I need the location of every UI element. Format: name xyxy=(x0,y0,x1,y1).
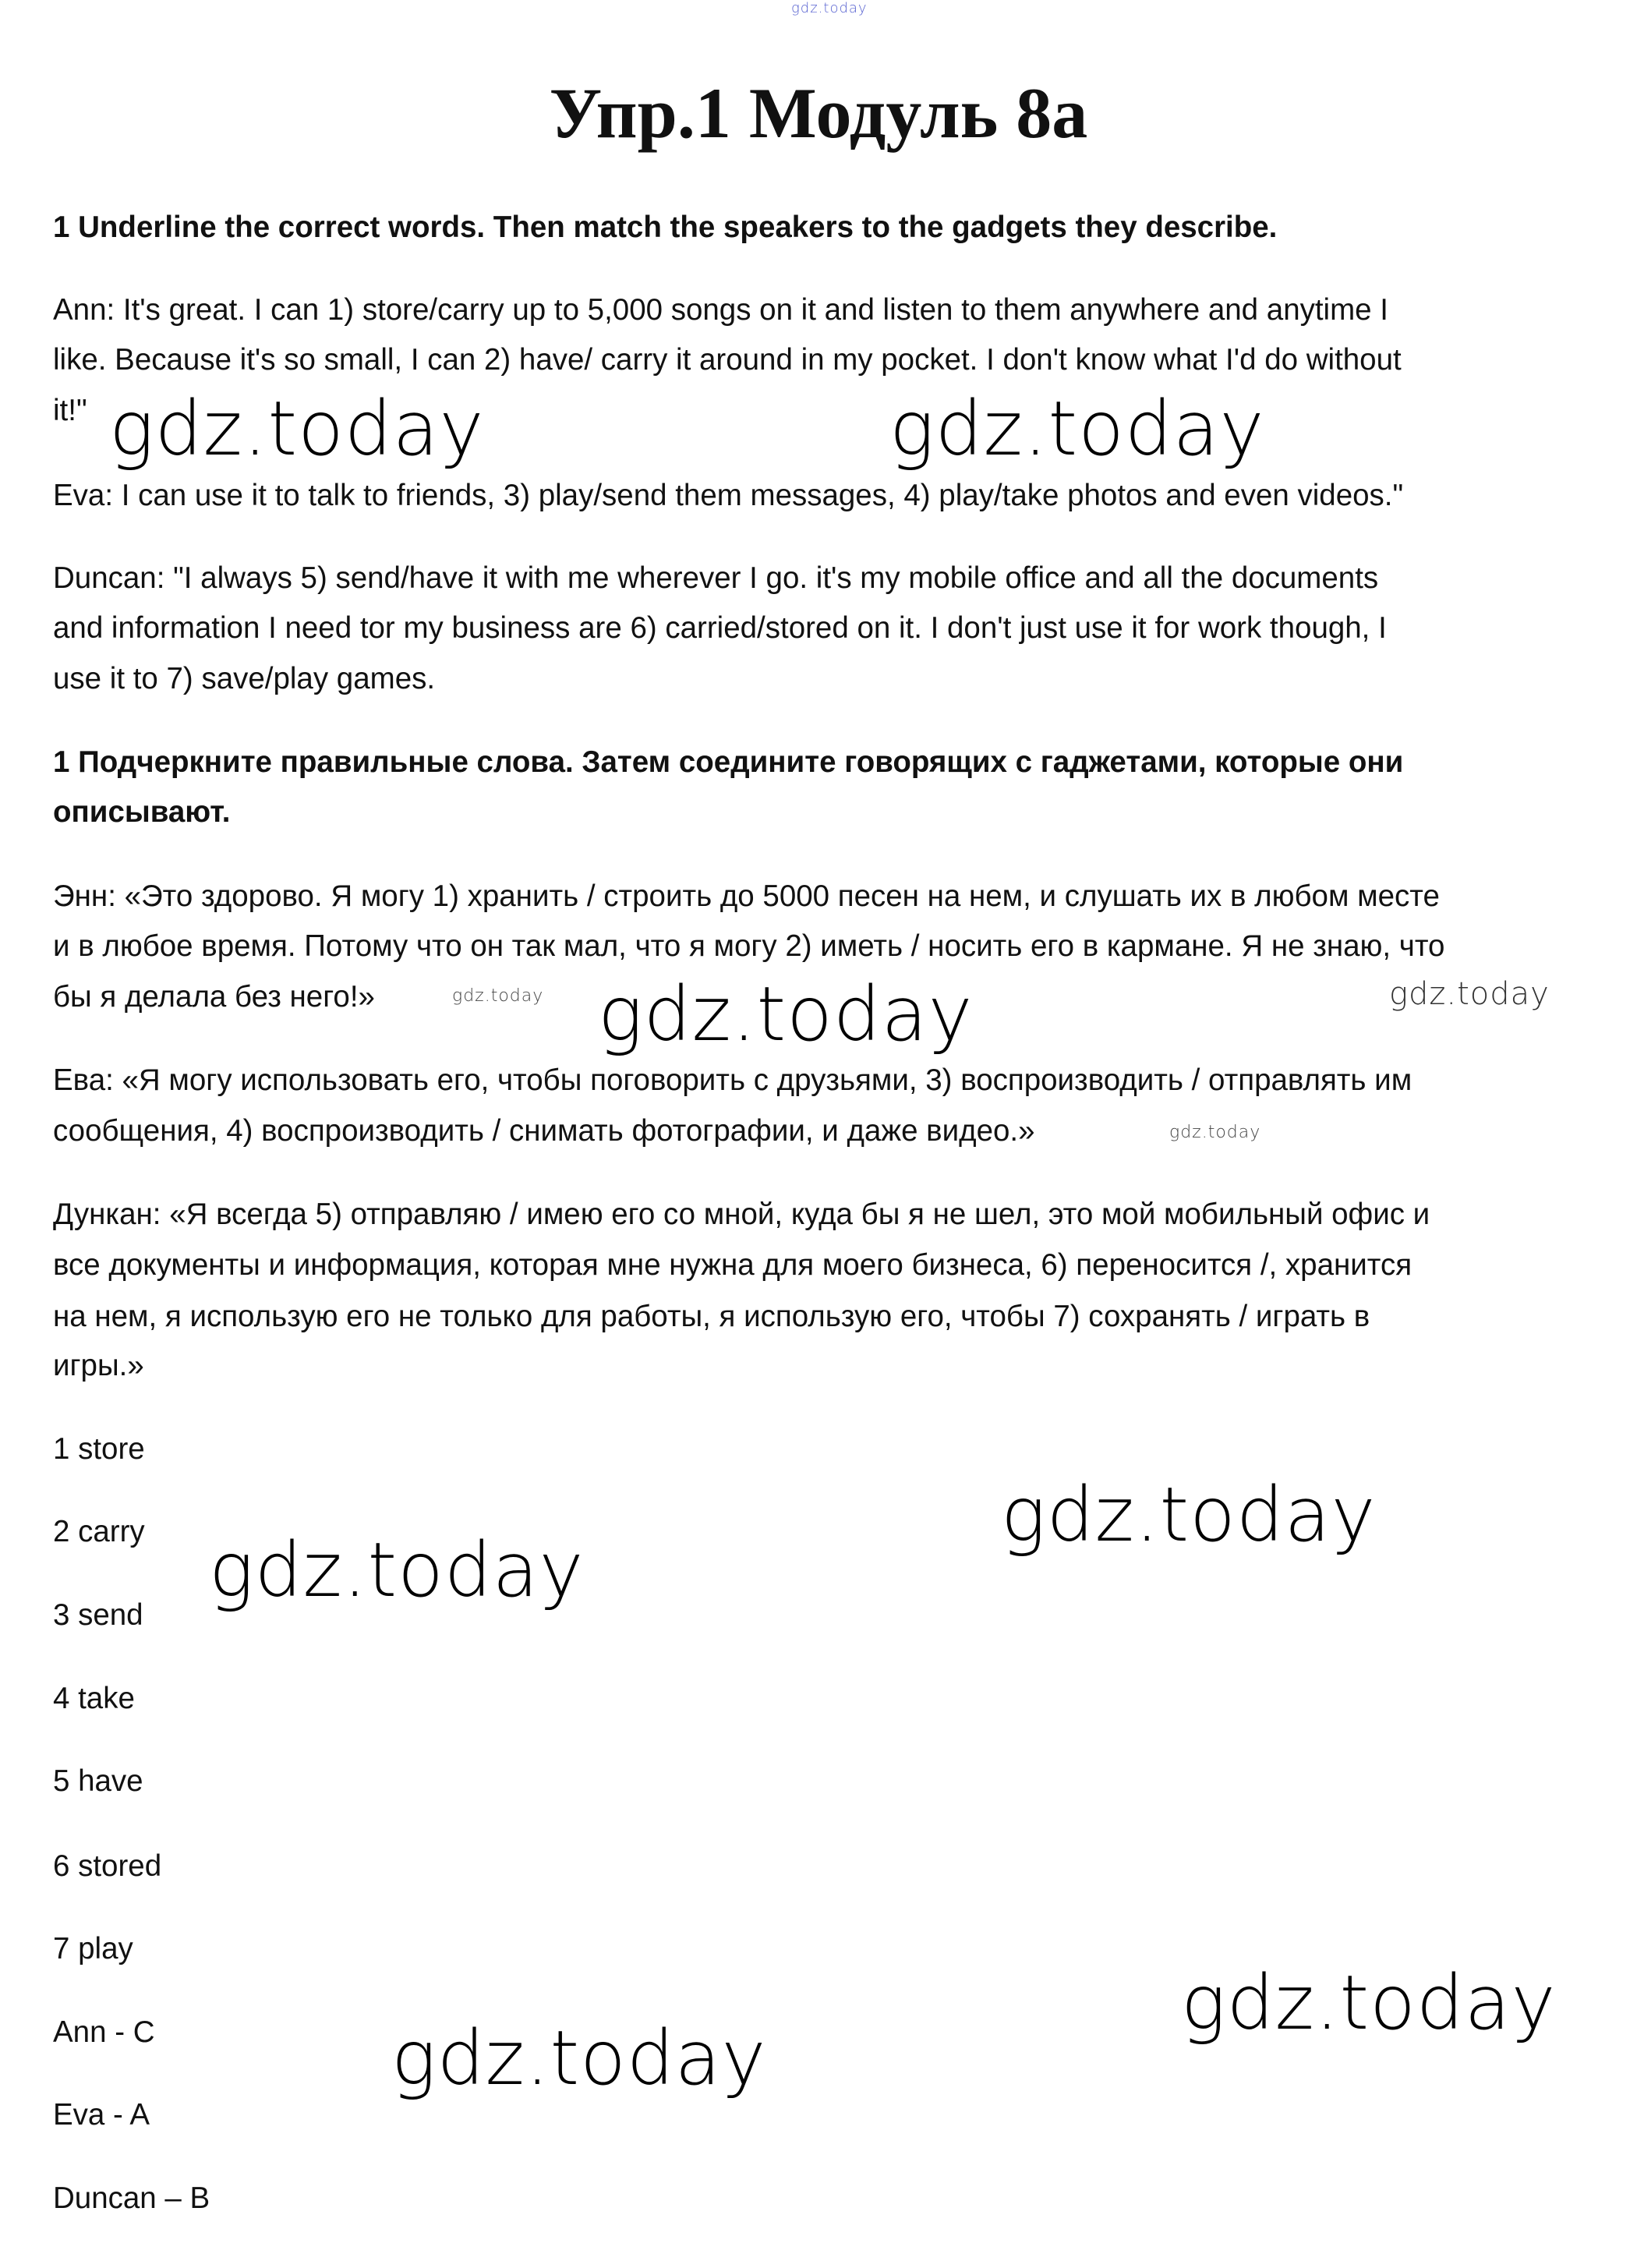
en-duncan-line: use it to 7) save/play games. xyxy=(53,662,436,695)
watermark: gdz.today xyxy=(791,0,868,16)
watermark: gdz.today xyxy=(1169,1123,1261,1142)
ru-duncan-line: на нем, я использую его не только для работы, я использую его, чтобы 7) сохранять / играть в xyxy=(53,1300,1370,1333)
answer-item: 5 have xyxy=(53,1764,143,1798)
watermark: gdz.today xyxy=(452,986,544,1006)
en-ann-line: it!" xyxy=(53,394,87,427)
answer-item: 3 send xyxy=(53,1598,143,1632)
answer-item: 1 store xyxy=(53,1432,145,1466)
answer-item: 4 take xyxy=(53,1682,135,1715)
watermark: gdz.today xyxy=(1001,1471,1377,1559)
watermark: gdz.today xyxy=(109,385,485,472)
watermark: gdz.today xyxy=(1389,976,1550,1012)
answer-item: 6 stored xyxy=(53,1849,162,1883)
watermark: gdz.today xyxy=(209,1527,585,1614)
en-ann-line: like. Because it's so small, I can 2) have/ carry it around in my pocket. I don't know what I'd do without xyxy=(53,343,1402,377)
ru-ann-line: Энн: «Это здорово. Я могу 1) хранить / строить до 5000 песен на нем, и слушать их в любом месте xyxy=(53,879,1440,913)
answer-item: 2 carry xyxy=(53,1515,145,1548)
answer-item: 7 play xyxy=(53,1932,133,1965)
en-duncan-line: and information I need tor my business are 6) carried/stored on it. I don't just use it for work though, I xyxy=(53,611,1387,645)
answer-item: Ann - C xyxy=(53,2015,155,2049)
en-heading: 1 Underline the correct words. Then match the speakers to the gadgets they describe. xyxy=(53,211,1278,244)
ru-ann-line: и в любое время. Потому что он так мал, что я могу 2) иметь / носить его в кармане. Я не знаю, что xyxy=(53,929,1445,963)
ru-eva-line: Ева: «Я могу использовать его, чтобы поговорить с друзьями, 3) воспроизводить / отправлять им xyxy=(53,1063,1412,1097)
ru-duncan-line: Дункан: «Я всегда 5) отправляю / имею его со мной, куда бы я не шел, это мой мобильный офис и xyxy=(53,1198,1430,1231)
ru-eva-line: сообщения, 4) воспроизводить / снимать фотографии, и даже видео.» xyxy=(53,1114,1035,1148)
ru-duncan-line: все документы и информация, которая мне нужна для моего бизнеса, 6) переносится /, хранится xyxy=(53,1248,1412,1282)
ru-duncan-line: игры.» xyxy=(53,1349,144,1382)
en-duncan-line: Duncan: "I always 5) send/have it with me wherever I go. it's my mobile office and all the documents xyxy=(53,561,1379,595)
answer-item: Eva - A xyxy=(53,2098,150,2132)
watermark: gdz.today xyxy=(391,2015,767,2102)
watermark: gdz.today xyxy=(889,385,1265,472)
ru-ann-line: бы я делала без него!» xyxy=(53,980,375,1014)
ru-heading: описывают. xyxy=(53,795,231,829)
en-eva-line: Eva: I can use it to talk to friends, 3) play/send them messages, 4) play/take photos and even videos." xyxy=(53,479,1404,512)
watermark: gdz.today xyxy=(598,971,974,1058)
watermark: gdz.today xyxy=(1181,1959,1557,2047)
en-ann-line: Ann: It's great. I can 1) store/carry up to 5,000 songs on it and listen to them anywhere and anytime I xyxy=(53,293,1388,327)
page-title: Упр.1 Модуль 8а xyxy=(549,73,1088,153)
answer-item: Duncan – B xyxy=(53,2181,210,2215)
ru-heading: 1 Подчеркните правильные слова. Затем соедините говорящих с гаджетами, которые они xyxy=(53,745,1404,779)
